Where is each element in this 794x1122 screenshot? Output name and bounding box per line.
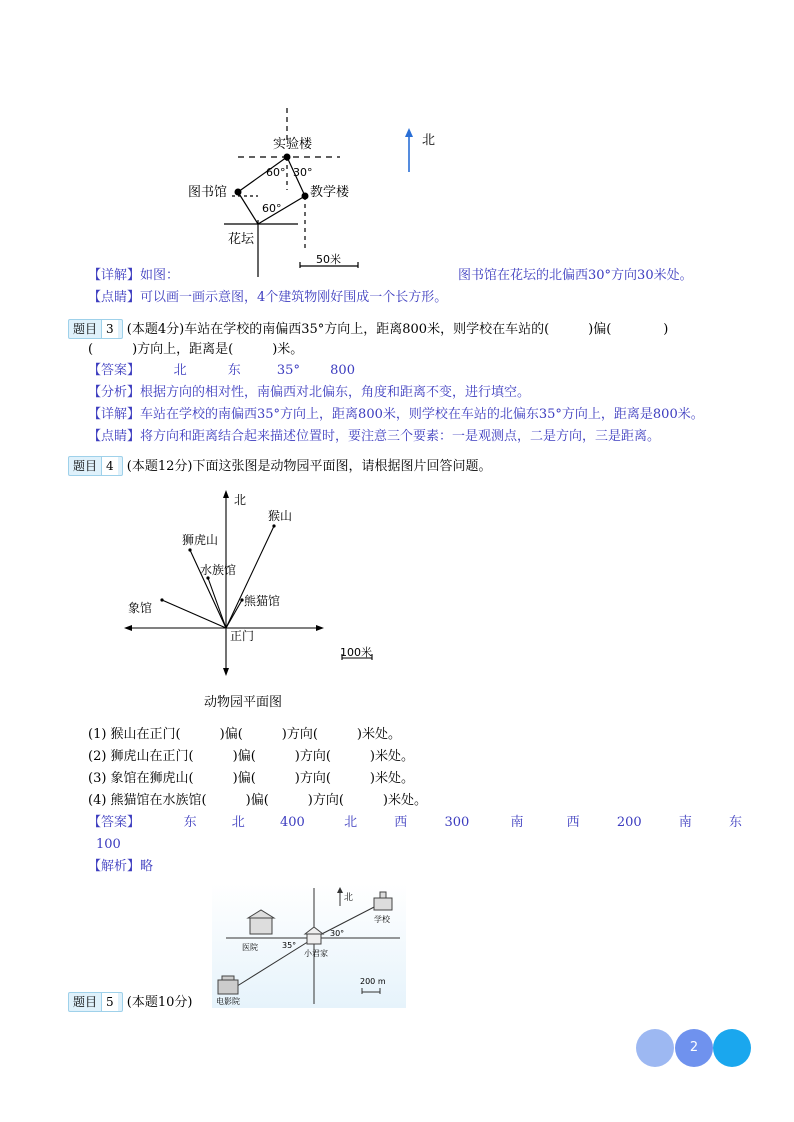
- q5-hospital-label: 医院: [242, 943, 258, 952]
- q3-tag: 题目 3: [68, 319, 123, 339]
- library-dot: [235, 189, 242, 196]
- garden-label: 花坛: [228, 232, 255, 247]
- page-number: 2: [689, 1040, 699, 1055]
- q2-detail: 【详解】如图：: [88, 268, 180, 283]
- lab-dot: [284, 154, 291, 161]
- zoo-caption: 动物园平面图: [204, 695, 283, 710]
- q2-detail-right: 图书馆在花坛的北偏西30°方向30米处。: [458, 268, 693, 283]
- building-diagram: [180, 100, 380, 280]
- q5-home-label: 小君家: [304, 949, 328, 958]
- q4-item-3: (3) 象馆在狮虎山( )偏( )方向( )米处。: [88, 771, 414, 786]
- q3-analysis: 【分析】根据方向的相对性，南偏西对北偏东，角度和距离不变，进行填空。: [88, 385, 531, 400]
- q4-analysis: 【解析】略: [88, 859, 154, 874]
- lion-hill-label: 狮虎山: [182, 533, 219, 547]
- q4-item-2: (2) 狮虎山在正门( )偏( )方向( )米处。: [88, 749, 414, 764]
- lab-label: 实验楼: [273, 137, 313, 152]
- q4-stem: 题目 4 (本题12分)下面这张图是动物园平面图，请根据图片回答问题。: [68, 456, 491, 476]
- teaching-dot: [302, 193, 309, 200]
- q3-answer: 【答案】 北 东 35° 800: [88, 363, 355, 378]
- q2-point: 【点睛】可以画一画示意图，4个建筑物刚好围成一个长方形。: [88, 290, 448, 305]
- monkey-hill-label: 猴山: [268, 509, 293, 523]
- q3-point: 【点睛】将方向和距离结合起来描述位置时，要注意三个要素：一是观测点，二是方向，三是距离。: [88, 429, 661, 444]
- panda-house-label: 熊猫馆: [244, 594, 281, 608]
- elephant-house-label: 象馆: [128, 601, 153, 615]
- q3-stem: 题目 3 (本题4分)车站在学校的南偏西35°方向上，距离800米，则学校在车站的( )偏( ): [68, 319, 668, 339]
- angle-30: 30°: [293, 166, 313, 179]
- q4-answer: 【答案】 东 北 400 北 西 300 南 西 200 南 东: [88, 815, 743, 830]
- aquarium-label: 水族馆: [200, 563, 237, 577]
- q5-angle-30: 30°: [330, 929, 345, 938]
- angle-60-bottom: 60°: [262, 202, 282, 215]
- zoo-map: [120, 488, 390, 713]
- q5-tag: 题目 5: [68, 992, 123, 1012]
- q4-tag: 题目 4: [68, 456, 123, 476]
- q4-item-1: (1) 猴山在正门( )偏( )方向( )米处。: [88, 727, 401, 742]
- teaching-label: 教学楼: [310, 185, 350, 200]
- north-label-2: 北: [234, 493, 247, 507]
- q3-stem2: ( )方向上，距离是( )米。: [88, 342, 304, 357]
- q5-map: [212, 884, 406, 1008]
- zoo-scale-label: 100米: [340, 646, 372, 659]
- page-number-badge: [636, 1029, 752, 1067]
- q5-angle-35: 35°: [282, 941, 297, 950]
- gate-label: 正门: [230, 629, 255, 643]
- badge-circle-left: [636, 1029, 674, 1067]
- library-label: 图书馆: [188, 185, 228, 200]
- scale-label: 50米: [316, 253, 341, 266]
- q3-detail: 【详解】车站在学校的南偏西35°方向上，距离800米，则学校在车站的北偏东35°方向上，距离是800米。: [88, 407, 704, 422]
- q5-school-label: 学校: [374, 915, 390, 924]
- north-label-1: 北: [422, 133, 436, 148]
- badge-circle-right: [713, 1029, 751, 1067]
- q4-answer-last: 100: [96, 837, 121, 852]
- north-arrow-1: [400, 126, 450, 176]
- q5-north-label: 北: [344, 893, 354, 903]
- q4-item-4: (4) 熊猫馆在水族馆( )偏( )方向( )米处。: [88, 793, 427, 808]
- angle-60-top: 60°: [266, 166, 286, 179]
- q5-stem: 题目 5 (本题10分): [68, 992, 192, 1012]
- q5-scale-label: 200 m: [360, 977, 386, 986]
- q5-cinema-label: 电影院: [216, 997, 240, 1006]
